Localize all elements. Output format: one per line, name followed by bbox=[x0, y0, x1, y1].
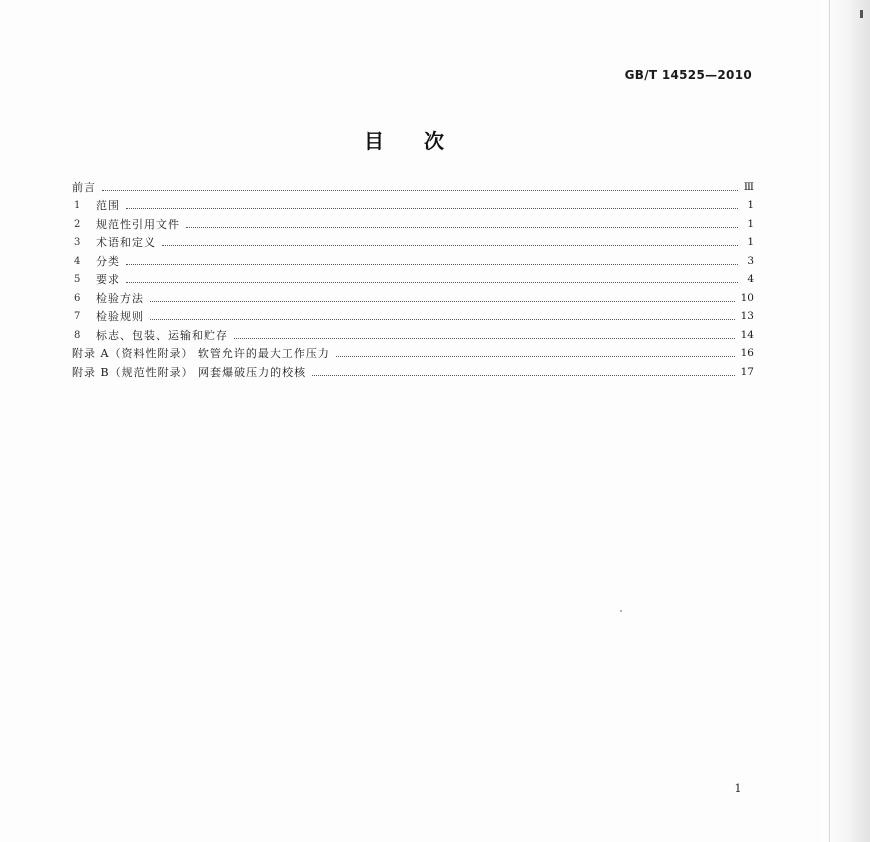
toc-entry-page: 1 bbox=[747, 217, 754, 230]
toc-entry[interactable] bbox=[72, 323, 754, 342]
toc-entry[interactable] bbox=[72, 286, 754, 305]
toc-entry-page: 10 bbox=[740, 291, 754, 304]
toc-entry-number: 1 bbox=[74, 200, 81, 211]
scan-edge-mark bbox=[860, 10, 863, 18]
toc-leader-dots bbox=[150, 318, 735, 320]
toc-entry-label: 分类 bbox=[96, 254, 120, 268]
toc-leader-dots bbox=[126, 263, 738, 265]
toc-entry-page: 13 bbox=[740, 310, 754, 322]
toc-leader-dots bbox=[336, 355, 735, 357]
toc-entry-page: 1 bbox=[747, 199, 754, 211]
toc-entry-label: 规范性引用文件 bbox=[96, 217, 180, 231]
toc-entry-label: 附录 B（规范性附录） 网套爆破压力的校核 bbox=[72, 365, 307, 379]
toc-leader-dots bbox=[126, 281, 738, 283]
toc-entry[interactable] bbox=[72, 268, 754, 287]
toc-entry-label: 附录 A（资料性附录） 软管允许的最大工作压力 bbox=[72, 347, 330, 360]
toc-entry-number: 2 bbox=[74, 218, 81, 230]
toc-leader-dots bbox=[102, 189, 738, 191]
toc-leader-dots bbox=[150, 300, 735, 302]
toc-entry-label: 标志、包装、运输和贮存 bbox=[96, 328, 228, 342]
scan-edge-line bbox=[829, 0, 830, 842]
toc-entry-page: 17 bbox=[740, 365, 754, 378]
page-title: 目次 bbox=[364, 129, 484, 153]
standard-code: GB/T 14525—2010 bbox=[624, 68, 752, 82]
scan-speck bbox=[620, 610, 622, 612]
toc-entry-page: 3 bbox=[747, 254, 754, 267]
toc-entry[interactable] bbox=[72, 175, 754, 194]
page-number: 1 bbox=[734, 782, 742, 795]
toc-entry-number: 3 bbox=[74, 237, 81, 248]
toc-entry[interactable] bbox=[72, 194, 754, 213]
toc-entry[interactable] bbox=[72, 305, 754, 324]
toc-entry-number: 6 bbox=[74, 292, 81, 304]
toc-entry-page: 16 bbox=[740, 347, 754, 359]
toc-leader-dots bbox=[162, 244, 738, 246]
toc-entry-number: 4 bbox=[74, 255, 81, 267]
toc-entry-label: 检验方法 bbox=[96, 291, 144, 305]
toc-leader-dots bbox=[312, 374, 735, 376]
toc-entry-number: 7 bbox=[74, 311, 81, 322]
toc-entry-label: 前言 bbox=[72, 180, 96, 194]
toc-entry[interactable] bbox=[72, 249, 754, 268]
toc-entry[interactable] bbox=[72, 212, 754, 231]
toc-entry[interactable] bbox=[72, 342, 754, 361]
toc-entry-page: 1 bbox=[747, 236, 754, 248]
toc-leader-dots bbox=[186, 226, 738, 228]
toc-entry-label: 检验规则 bbox=[96, 310, 144, 323]
toc-entry-page: 4 bbox=[747, 273, 754, 285]
toc-entry-label: 术语和定义 bbox=[96, 236, 156, 249]
toc-entry[interactable] bbox=[72, 231, 754, 250]
toc-entry-number: 5 bbox=[74, 274, 81, 285]
toc-entry[interactable] bbox=[72, 360, 754, 379]
toc-entry-number: 8 bbox=[74, 329, 81, 341]
toc-entry-page: 14 bbox=[740, 328, 754, 341]
toc-entry-label: 范围 bbox=[96, 199, 120, 212]
toc-entry-page: Ⅲ bbox=[743, 180, 754, 193]
toc-leader-dots bbox=[234, 337, 735, 339]
toc-leader-dots bbox=[126, 207, 738, 209]
toc-entry-label: 要求 bbox=[96, 273, 120, 286]
table-of-contents bbox=[72, 175, 754, 379]
